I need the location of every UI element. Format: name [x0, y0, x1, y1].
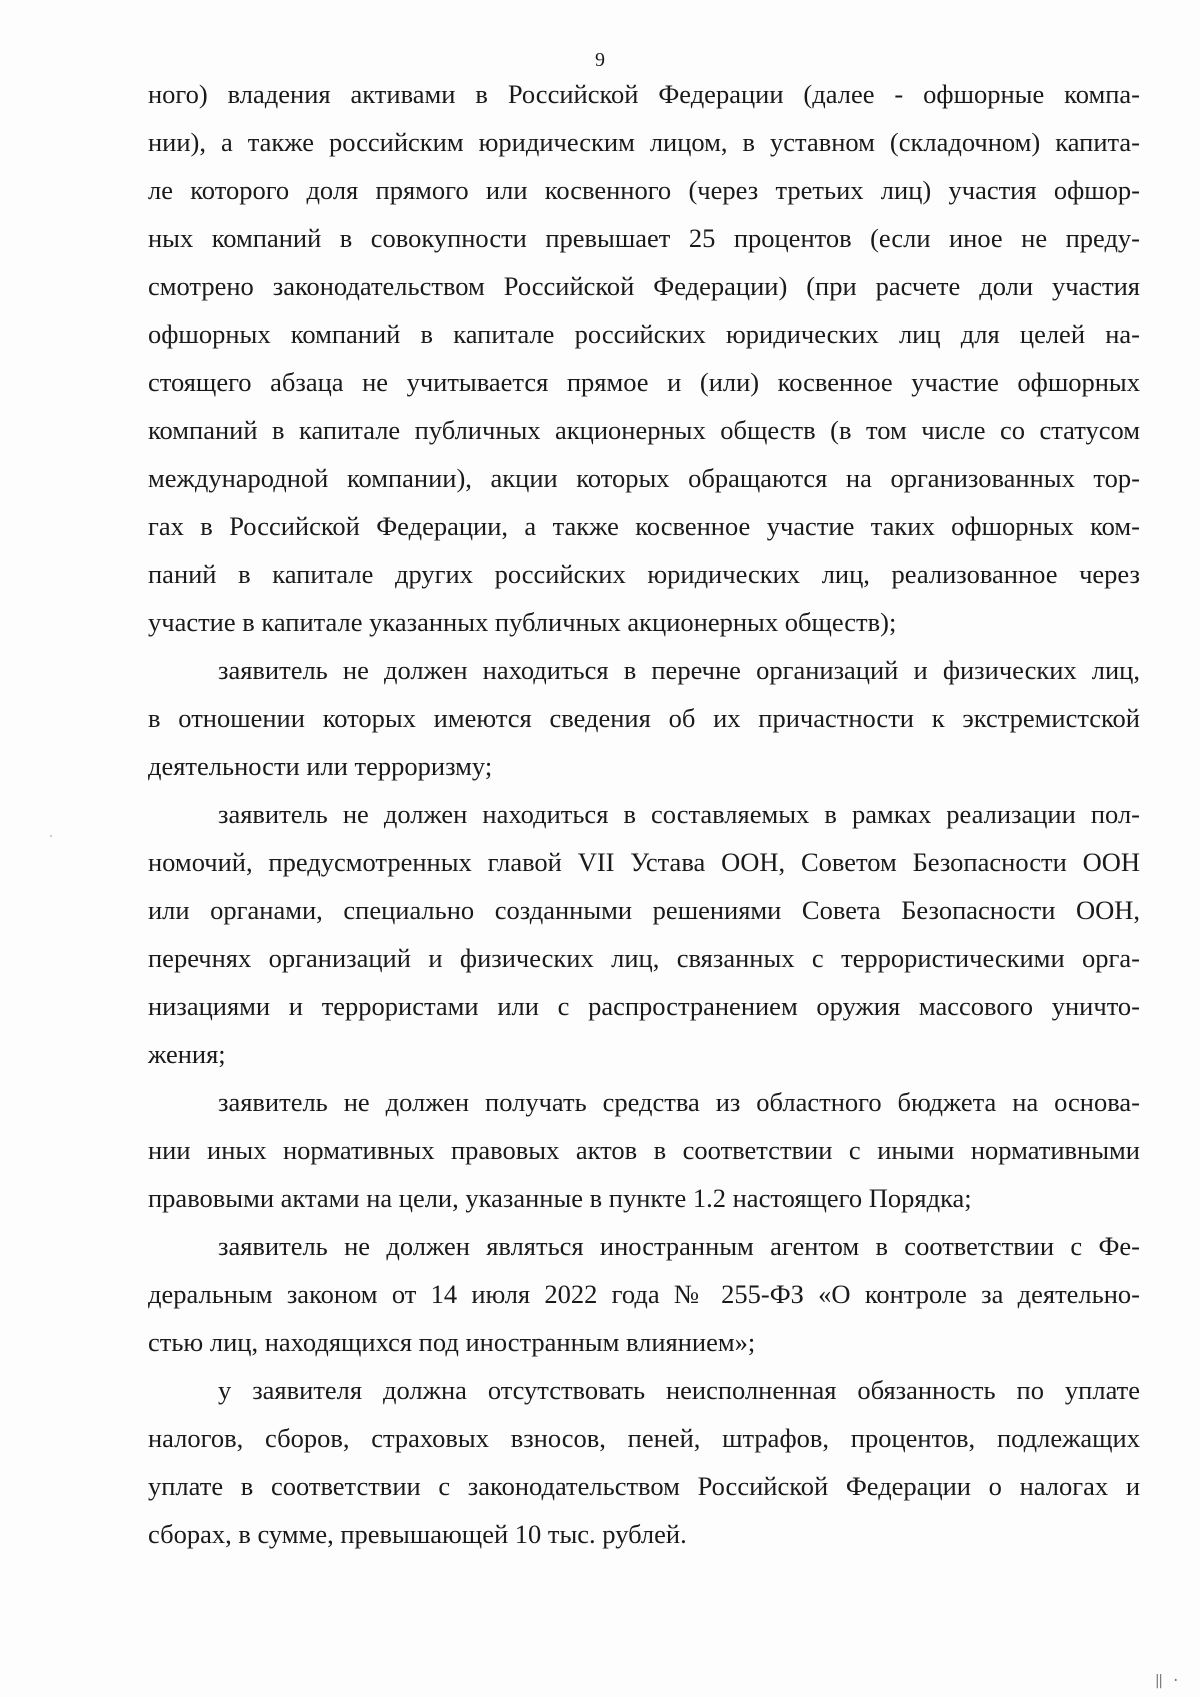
text-line: правовыми актами на цели, указанные в пункте 1.2 настоящего Порядка; [148, 1183, 972, 1213]
text-line: деральным законом от 14 июля 2022 года № 255-ФЗ «О контроле за деятельно- [148, 1279, 1140, 1309]
text-line: нии), а также российским юридическим лицом, в уставном (складочном) капита- [148, 127, 1140, 157]
text-line: ных компаний в совокупности превышает 25 процентов (если иное не преду- [148, 223, 1140, 253]
text-line: деятельности или терроризму; [148, 751, 493, 781]
text-line: уплате в соответствии с законодательством Российской Федерации о налогах и [148, 1471, 1140, 1501]
text-line: нии иных нормативных правовых актов в соответствии с иными нормативными [148, 1135, 1140, 1165]
text-line: жения; [148, 1039, 226, 1069]
text-line: у заявителя должна отсутствовать неисполненная обязанность по уплате [218, 1375, 1140, 1405]
text-line: в отношении которых имеются сведения об их причастности к экстремистской [148, 703, 1140, 733]
text-line: гах в Российской Федерации, а также косвенное участие таких офшорных ком- [148, 511, 1140, 541]
paragraph [148, 790, 1140, 1078]
text-line: участие в капитале указанных публичных акционерных обществ); [148, 607, 897, 637]
paragraph [148, 70, 1140, 646]
text-line: заявитель не должен получать средства из областного бюджета на основа- [218, 1087, 1140, 1117]
scan-speck [50, 835, 52, 837]
text-line: заявитель не должен находиться в составляемых в рамках реализации пол- [218, 799, 1140, 829]
paragraph [148, 1222, 1140, 1366]
text-line: заявитель не должен являться иностранным агентом в соответствии с Фе- [218, 1231, 1140, 1261]
paragraph [148, 1366, 1140, 1558]
text-line: ле которого доля прямого или косвенного (через третьих лиц) участия офшор- [148, 175, 1140, 205]
text-line: номочий, предусмотренных главой VII Устава ООН, Советом Безопасности ООН [148, 847, 1140, 877]
text-line: сборах, в сумме, превышающей 10 тыс. рублей. [148, 1519, 687, 1549]
text-line: перечнях организаций и физических лиц, связанных с террористическими орга- [148, 943, 1140, 973]
text-line: заявитель не должен находиться в перечне организаций и физических лиц, [218, 655, 1140, 685]
text-line: паний в капитале других российских юридических лиц, реализованное через [148, 559, 1140, 589]
text-line: смотрено законодательством Российской Федерации) (при расчете доли участия [148, 271, 1140, 301]
page-number: 9 [595, 49, 605, 71]
paragraph [148, 646, 1140, 790]
text-line: стью лиц, находящихся под иностранным влиянием»; [148, 1327, 756, 1357]
text-line: компаний в капитале публичных акционерных обществ (в том числе со статусом [148, 415, 1140, 445]
scan-edge-mark: ‖ · [1154, 1673, 1180, 1689]
text-line: стоящего абзаца не учитывается прямое и (или) косвенное участие офшорных [148, 367, 1140, 397]
text-line: международной компании), акции которых обращаются на организованных тор- [148, 463, 1140, 493]
text-line: офшорных компаний в капитале российских юридических лиц для целей на- [148, 319, 1140, 349]
document-body [148, 70, 1140, 1558]
text-line: налогов, сборов, страховых взносов, пеней, штрафов, процентов, подлежащих [148, 1423, 1140, 1453]
text-line: низациями и террористами или с распространением оружия массового уничто- [148, 991, 1140, 1021]
paragraph [148, 1078, 1140, 1222]
text-line: ного) владения активами в Российской Федерации (далее - офшорные компа- [148, 79, 1140, 109]
text-line: или органами, специально созданными решениями Совета Безопасности ООН, [148, 895, 1140, 925]
